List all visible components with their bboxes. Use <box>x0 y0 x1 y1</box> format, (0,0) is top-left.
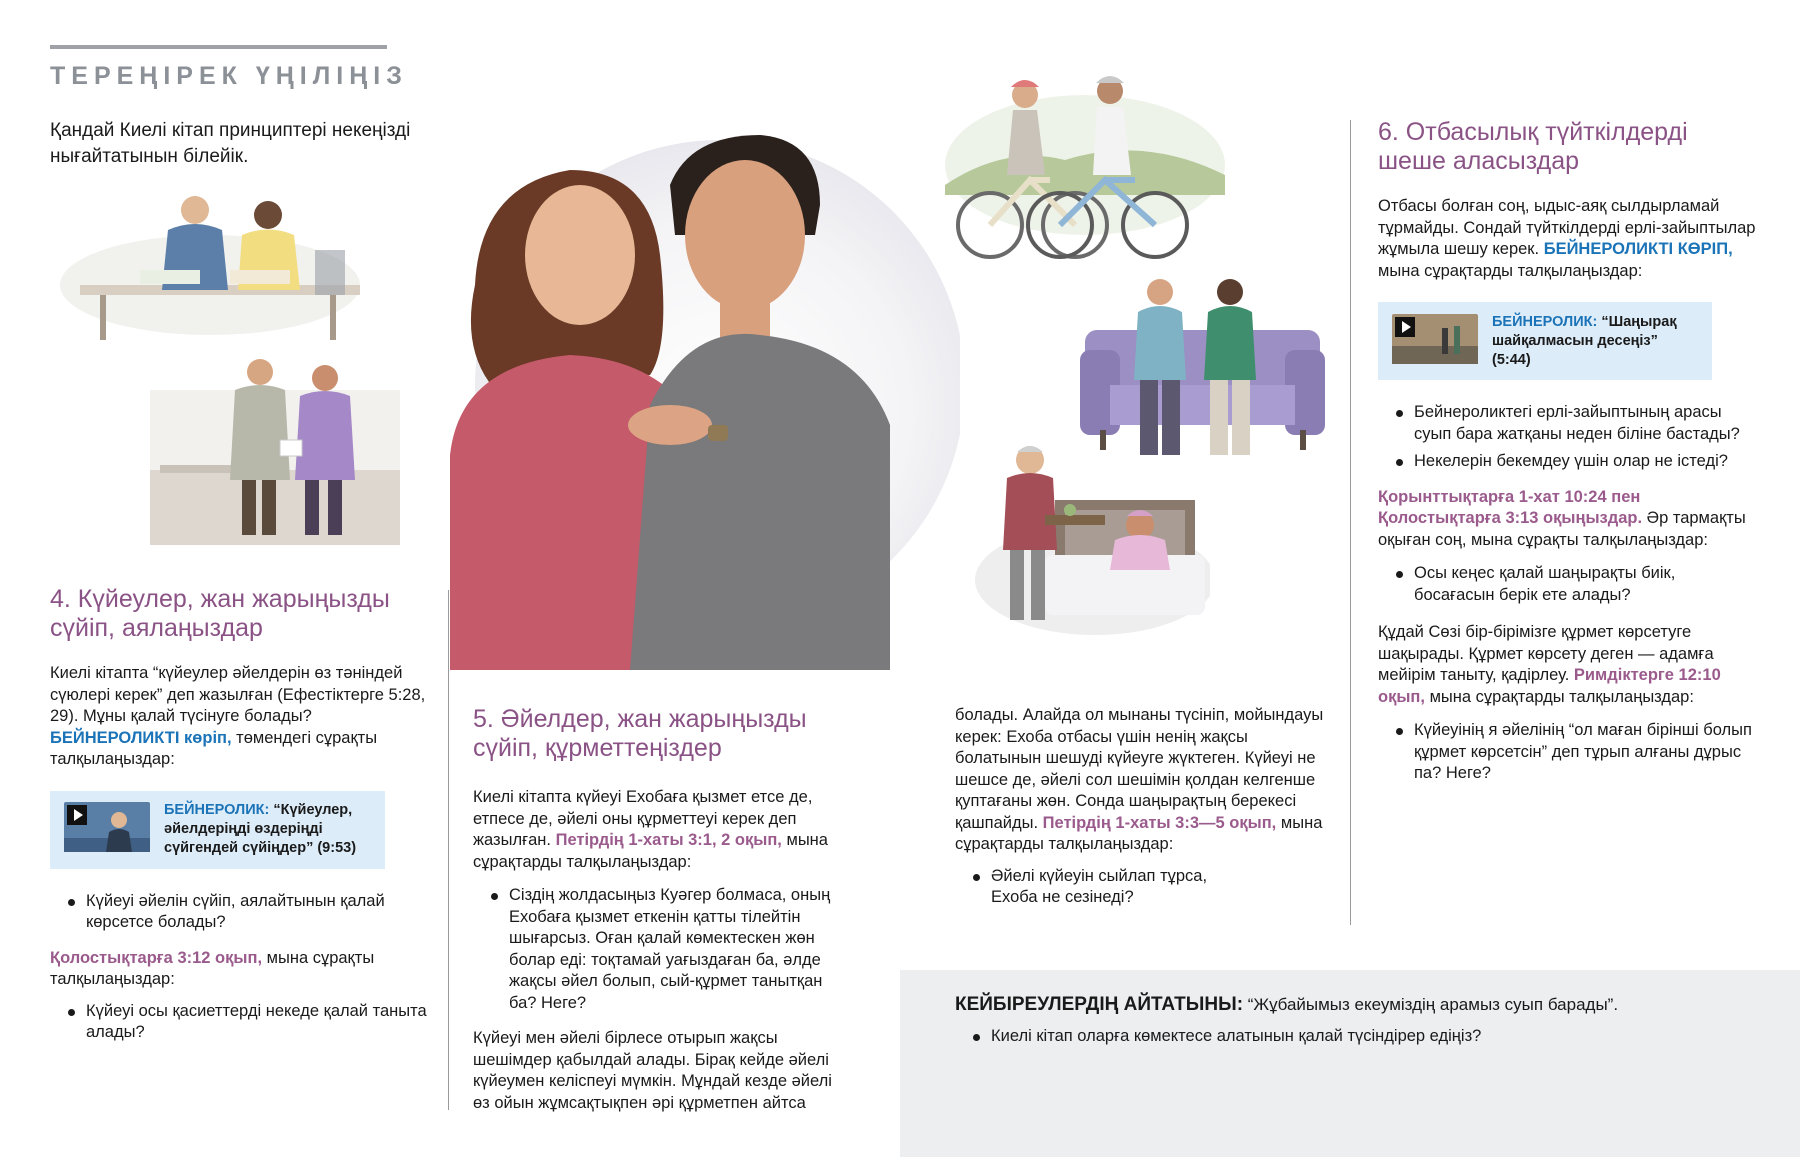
couple-kitchen-illustration <box>150 350 400 545</box>
section-4-read-prompt <box>50 948 430 991</box>
section-6-paragraph-tail: мына сұрақтарды талқылаңыздар: <box>1378 261 1643 280</box>
section-4-paragraph <box>50 663 430 771</box>
section-4-paragraph-tail: төмендегі сұрақты талқылаңыздар: <box>50 728 378 768</box>
section-4-bullets-1 <box>50 891 430 934</box>
section-5-title: 5. Әйелдер, жан жарыңызды сүйіп, құрметтеңіздер <box>473 705 807 762</box>
section-6-bullets-3 <box>1378 720 1758 785</box>
section-6-paragraph-2-tail: мына сұрақтарды талқылаңыздар: <box>1429 687 1694 706</box>
section-6-video-box[interactable] <box>1378 302 1712 380</box>
banner-quote-text: “Жұбайымыз екеуміздің арамыз суып барады”. <box>1247 995 1619 1014</box>
section-6-video-title: “Шаңырақ шайқалмасын десеңіз” (5:44) <box>1492 313 1677 368</box>
section-6-video-caption <box>1492 313 1698 370</box>
list-item: Осы кеңес қалай шаңырақты биік, босағасын берік ете алады? <box>1414 563 1758 606</box>
section-4 <box>50 585 430 1050</box>
section-5-continued <box>955 705 1325 915</box>
section-4-scripture-link[interactable]: Қолостықтарға 3:12 оқып, <box>50 948 263 967</box>
list-item: Киелі кітап оларға көмектесе алатынын қалай түсіндірер едіңіз? <box>991 1026 1791 1048</box>
section-4-video-caption <box>164 801 371 858</box>
page-title: ТЕРЕҢІРЕК ҮҢІЛІҢІЗ <box>50 62 408 90</box>
list-item: Әйелі күйеуін сыйлап тұрса, Ехоба не сезінеді? <box>991 866 1225 909</box>
section-5-paragraph-text: Киелі кітапта күйеуі Ехобаға қызмет етсе де, етпесе де, әйелі оны құрметтеуі керек деп жазылған. <box>473 788 813 849</box>
column-divider <box>1350 120 1351 925</box>
section-4-title: 4. Күйеулер, жан жарыңызды сүйіп, аялаңыздар <box>50 585 390 642</box>
section-6-title: 6. Отбасылық түйткілдерді шеше аласыздар <box>1378 118 1688 175</box>
section-6-paragraph-2-text: Құдай Сөзі бір-бірімізге құрмет көрсетуге шақырады. Құрмет көрсету деген — адамға мейірім таныту, қадірлеу. <box>1378 623 1714 684</box>
section-4-read-tail: мына сұрақты талқылаңыздар: <box>50 948 375 988</box>
section-6-paragraph <box>1378 196 1758 282</box>
header-rule <box>50 45 387 49</box>
some-people-say-banner <box>900 970 1800 1157</box>
video-thumbnail-family[interactable] <box>1392 314 1478 369</box>
section-6-paragraph-text: Отбасы болған соң, ыдыс-аяқ сылдырламай тұрмайды. Сондай түйткілдерді ерлі-зайыптылар жұмыла шешу керек. <box>1378 197 1756 258</box>
section-5-scripture-link[interactable]: Петірдің 1-хаты 3:1, 2 оқып, <box>555 831 782 849</box>
couple-holding-hands-illustration <box>420 125 960 670</box>
banner-quote <box>955 994 1775 1016</box>
play-icon[interactable] <box>67 805 87 825</box>
section-6-bullets-2 <box>1378 563 1758 606</box>
section-4-video-label: БЕЙНЕРОЛИК: <box>164 802 270 818</box>
section-5-paragraph-3-tail: мына сұрақтарды талқылаңыздар: <box>955 813 1323 853</box>
section-6-paragraph-2 <box>1378 622 1758 708</box>
intro-text: Қандай Киелі кітап принциптері некеңізді нығайтатынын білейік. <box>50 120 411 167</box>
section-6 <box>1378 118 1758 791</box>
section-5-paragraph-3 <box>955 705 1325 856</box>
section-5-paragraph-tail: мына сұрақтарды талқылаңыздар: <box>473 831 828 871</box>
list-item: Сіздің жолдасыңыз Куәгер болмаса, оның Ехобаға қызмет еткенін қатты тілейтін шығарсыз. Оған қалай көмектескен жөн болар еді: тоқтамай уағыздаған ба, әлде жақсы әйел болып, сый-құрмет танытқан ба? Неге? <box>509 885 853 1014</box>
list-item: Бейнероликтегі ерлі-зайыптының арасы суып бара жатқаны неден біліне бастады? <box>1414 402 1758 445</box>
section-6-read-tail: Әр тармақты оқыған соң, мына сұрақты талқылаңыздар: <box>1378 509 1746 549</box>
banner-label: КЕЙБІРЕУЛЕРДІҢ АЙТАТЫНЫ: <box>955 994 1244 1015</box>
section-6-scripture-link-2[interactable]: Римдіктерге 12:10 оқып, <box>1378 666 1721 706</box>
couple-cycling-illustration <box>945 65 1225 275</box>
list-item: Некелерін бекемдеу үшін олар не істеді? <box>1414 451 1758 473</box>
section-6-video-label: БЕЙНЕРОЛИК: <box>1492 313 1598 330</box>
section-4-paragraph-text: Киелі кітапта “күйеулер әйелдерін өз тәніндей сүюлері керек” деп жазылған (Ефестіктерге 5:28, 29). Мұны қалай түсінуге болады? <box>50 664 426 725</box>
list-item: Күйеуі осы қасиеттерді некеде қалай таныта алады? <box>86 1001 430 1044</box>
section-5-bullets-1 <box>473 885 853 1014</box>
section-5-scripture-link-2[interactable]: Петірдің 1-хаты 3:3—5 оқып, <box>1042 813 1277 832</box>
section-6-scripture-link[interactable]: Қорынттықтарға 1-хат 10:24 пен Қолостықтарға 3:13 оқыңыздар. <box>1378 487 1643 527</box>
section-5-paragraph-2: Күйеуі мен әйелі бірлесе отырып жақсы шешімдер қабылдай алады. Бірақ кейде әйелі күйеумен келіспеуі мүмкін. Мұндай кезде әйелі өз ойын жұмсақтықпен әрі құрметпен айтса <box>473 1029 832 1112</box>
section-5-paragraph <box>473 787 853 873</box>
section-4-bullets-2 <box>50 1001 430 1044</box>
bible-study-illustration <box>60 190 360 340</box>
list-item: Күйеуінің я әйелінің “ол маған бірінші болып құрмет көрсетсін” деп тұрып алғаны дұрыс па? Неге? <box>1414 720 1758 785</box>
column-divider <box>448 590 449 1110</box>
list-item: Күйеуі әйелін сүйіп, аялайтынын қалай көрсетсе болады? <box>86 891 430 934</box>
section-6-read-prompt <box>1378 487 1758 552</box>
video-thumbnail-speaker[interactable] <box>64 802 150 857</box>
section-4-video-link[interactable]: БЕЙНЕРОЛИКТІ көріп, <box>50 728 232 747</box>
section-5-paragraph-3-text: болады. Алайда ол мынаны түсініп, мойындауы керек: Ехоба отбасы үшін ненің жақсы болатынын шешуді күйеуге жүктеген. Күйеуі не шешсе де, әйелі сол шешімін қолдан келгенше қуптағаны жөн. Сонда шаңырақтың берекесі қашпайды. <box>955 706 1324 832</box>
section-6-bullets-1 <box>1378 402 1758 473</box>
play-icon[interactable] <box>1395 317 1415 337</box>
section-5-bullets-2 <box>955 866 1325 909</box>
section-4-video-title: “Күйеулер, әйелдеріңді өздеріңді сүйгендей сүйіңдер” (9:53) <box>164 802 357 856</box>
banner-bullets <box>955 1026 1791 1054</box>
caring-spouse-illustration <box>955 430 1210 635</box>
section-4-video-box[interactable] <box>50 791 385 869</box>
section-6-video-link[interactable]: БЕЙНЕРОЛИКТІ КӨРІП, <box>1543 240 1733 258</box>
section-5 <box>473 705 853 1114</box>
